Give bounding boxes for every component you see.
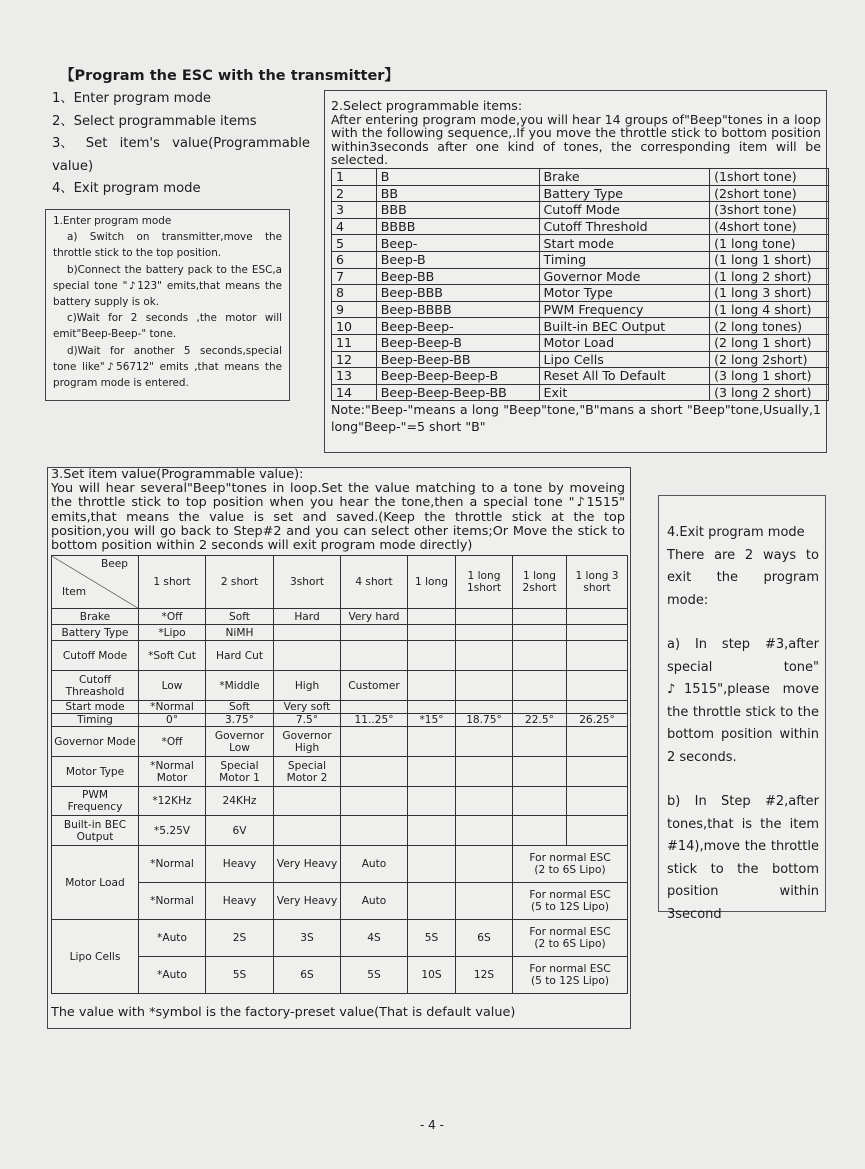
value-cell: 18.75°: [456, 714, 513, 727]
beep-sequence-table: [331, 168, 829, 401]
value-cell: 6V: [206, 816, 274, 846]
beep-pattern-cell: Beep-BBB: [376, 285, 539, 302]
value-cell: [408, 787, 456, 816]
value-cell: [567, 701, 628, 714]
value-cell: *Off: [139, 609, 206, 625]
beep-pattern-cell: Beep-Beep-: [376, 318, 539, 335]
default-value-footnote: The value with *symbol is the factory-preset value(That is default value): [51, 1005, 516, 1021]
value-cell: [408, 727, 456, 757]
exit-mode-box: [658, 495, 826, 922]
value-cell: [408, 641, 456, 671]
value-cell: [567, 609, 628, 625]
values-table-row: [52, 671, 628, 701]
item-name-cell: Battery Type: [539, 185, 710, 202]
beep-pattern-cell: BBBB: [376, 218, 539, 235]
value-cell: Soft: [206, 609, 274, 625]
set-value-intro: You will hear several"Beep"tones in loop.Set the value matching to a tone by moveing the throttle stick to top position when you hear the tone,then a special tone "♪1515" emits,that means the value is set and saved.(Keep the throttle stick at the top position,you will go back to Step#2 and you can select other items;Or Move the stick to bottom position within 2 seconds will exit program mode directly): [51, 481, 625, 554]
value-cell: Governor High: [274, 727, 341, 757]
esc-note-cell: For normal ESC (2 to 6S Lipo): [513, 846, 628, 883]
beep-sequence-row: [332, 285, 829, 302]
values-table-row: [52, 701, 628, 714]
beep-pattern-cell: Beep-B: [376, 251, 539, 268]
value-cell: [456, 787, 513, 816]
value-cell: 4S: [341, 920, 408, 957]
step-item: 4、Exit program mode: [52, 181, 201, 196]
value-cell: *Off: [139, 727, 206, 757]
item-name-cell: PWM Frequency: [539, 301, 710, 318]
value-cell: [513, 625, 567, 641]
exit-mode-intro: There are 2 ways to exit the program mode:: [667, 547, 819, 608]
values-table-row: [52, 641, 628, 671]
value-cell: Governor Low: [206, 727, 274, 757]
value-cell: *Auto: [139, 957, 206, 994]
value-cell: High: [274, 671, 341, 701]
seq-number-cell: 3: [332, 202, 377, 219]
beep-sequence-row: [332, 251, 829, 268]
enter-mode-step-b: b)Connect the battery pack to the ESC,a special tone "♪123" emits,that means the battery supply is ok.: [53, 263, 282, 309]
enter-mode-step-d: d)Wait for another 5 seconds,special tone like"♪56712" emits ,that means the program mode is entered.: [53, 344, 282, 390]
beep-pattern-cell: Beep-Beep-B: [376, 334, 539, 351]
values-table-row: [52, 727, 628, 757]
select-items-intro: After entering program mode,you will hear 14 groups of"Beep"tones in a loop with the following sequence,.If you move the throttle stick to bottom position within3seconds after one kind of tones, the corresponding item will be selected.: [331, 111, 821, 168]
item-name-cell: Cutoff Threshold: [539, 218, 710, 235]
value-cell: Auto: [341, 883, 408, 920]
value-cell: 3.75°: [206, 714, 274, 727]
value-cell: 6S: [274, 957, 341, 994]
value-cell: 22.5°: [513, 714, 567, 727]
seq-number-cell: 4: [332, 218, 377, 235]
tone-description-cell: (2 long tones): [710, 318, 829, 335]
beep-pattern-cell: BB: [376, 185, 539, 202]
item-name-cell: Governor Mode: [52, 727, 139, 757]
value-cell: [408, 701, 456, 714]
enter-mode-box: [45, 209, 290, 401]
value-cell: [456, 625, 513, 641]
item-name-cell: Battery Type: [52, 625, 139, 641]
beep-pattern-cell: Beep-Beep-Beep-B: [376, 368, 539, 385]
value-cell: Heavy: [206, 883, 274, 920]
value-cell: [456, 609, 513, 625]
column-header: 1 long: [408, 556, 456, 609]
beep-pattern-cell: Beep-Beep-BB: [376, 351, 539, 368]
value-cell: [341, 625, 408, 641]
value-cell: 5S: [206, 957, 274, 994]
step-item: 3、 Set item's value(Programmable: [52, 136, 310, 151]
beep-sequence-row: [332, 384, 829, 401]
value-cell: Hard Cut: [206, 641, 274, 671]
value-cell: [341, 727, 408, 757]
value-cell: [274, 816, 341, 846]
value-cell: 24KHz: [206, 787, 274, 816]
select-items-heading: 2.Select programmable items:: [331, 98, 523, 113]
values-table-row: [52, 609, 628, 625]
value-cell: *12KHz: [139, 787, 206, 816]
value-cell: *Normal: [139, 701, 206, 714]
value-cell: 5S: [341, 957, 408, 994]
item-name-cell: Motor Load: [52, 846, 139, 920]
values-table-row: [52, 787, 628, 816]
beep-sequence-row: [332, 235, 829, 252]
step-item: 2、Select programmable items: [52, 113, 257, 129]
select-items-box: [324, 90, 827, 453]
value-cell: [567, 757, 628, 787]
exit-mode-option-b: b) In Step #2,after tones,that is the item #14),move the throttle stick to the bottom position within 3second: [667, 794, 819, 922]
item-name-cell: Brake: [52, 609, 139, 625]
item-name-cell: Timing: [52, 714, 139, 727]
item-name-cell: Reset All To Default: [539, 368, 710, 385]
values-table: [51, 555, 628, 994]
column-header: 4 short: [341, 556, 408, 609]
value-cell: [456, 846, 513, 883]
esc-note-cell: For normal ESC (5 to 12S Lipo): [513, 957, 628, 994]
value-cell: 10S: [408, 957, 456, 994]
beep-note: Note:"Beep-"means a long "Beep"tone,"B"mans a short "Beep"tone,Usually,1 long"Beep-"=5 short "B": [331, 402, 821, 434]
enter-mode-step-c: c)Wait for 2 seconds ,the motor will emit"Beep-Beep-" tone.: [53, 312, 282, 341]
value-cell: 7.5°: [274, 714, 341, 727]
column-header: 2 short: [206, 556, 274, 609]
exit-mode-spacer: [667, 769, 819, 791]
value-cell: [408, 757, 456, 787]
item-name-cell: Lipo Cells: [539, 351, 710, 368]
seq-number-cell: 1: [332, 168, 377, 185]
value-cell: [456, 816, 513, 846]
values-table-row: [52, 816, 628, 846]
value-cell: [513, 671, 567, 701]
value-cell: [341, 757, 408, 787]
value-cell: Very Heavy: [274, 883, 341, 920]
seq-number-cell: 5: [332, 235, 377, 252]
exit-mode-spacer: [667, 612, 819, 634]
beep-pattern-cell: Beep-: [376, 235, 539, 252]
item-name-cell: Built-in BEC Output: [52, 816, 139, 846]
value-cell: Hard: [274, 609, 341, 625]
item-name-cell: Start mode: [539, 235, 710, 252]
item-name-cell: Brake: [539, 168, 710, 185]
beep-sequence-row: [332, 268, 829, 285]
value-cell: [408, 816, 456, 846]
exit-mode-option-a: a) In step #3,after special tone" ♪1515",please move the throttle stick to the bottom position within 2 seconds.: [667, 637, 819, 765]
beep-sequence-row: [332, 318, 829, 335]
seq-number-cell: 9: [332, 301, 377, 318]
tone-description-cell: (4short tone): [710, 218, 829, 235]
value-cell: Soft: [206, 701, 274, 714]
value-cell: [274, 787, 341, 816]
tone-description-cell: (1 long tone): [710, 235, 829, 252]
value-cell: [567, 671, 628, 701]
value-cell: [456, 641, 513, 671]
value-cell: 6S: [456, 920, 513, 957]
value-cell: *Normal: [139, 883, 206, 920]
item-name-cell: Timing: [539, 251, 710, 268]
value-cell: *15°: [408, 714, 456, 727]
value-cell: Customer: [341, 671, 408, 701]
tone-description-cell: (2 long 2short): [710, 351, 829, 368]
beep-sequence-row: [332, 202, 829, 219]
value-cell: [456, 701, 513, 714]
value-cell: [408, 846, 456, 883]
value-cell: [567, 787, 628, 816]
beep-sequence-row: [332, 168, 829, 185]
set-value-heading: 3.Set item value(Programmable value):: [51, 467, 304, 482]
item-name-cell: Lipo Cells: [52, 920, 139, 994]
value-cell: [408, 883, 456, 920]
value-cell: Heavy: [206, 846, 274, 883]
value-cell: [513, 609, 567, 625]
value-cell: NiMH: [206, 625, 274, 641]
seq-number-cell: 14: [332, 384, 377, 401]
value-cell: [274, 641, 341, 671]
corner-header-item: Item: [62, 586, 87, 599]
value-cell: [456, 727, 513, 757]
tone-description-cell: (2 long 1 short): [710, 334, 829, 351]
tone-description-cell: (3 long 1 short): [710, 368, 829, 385]
value-cell: 0°: [139, 714, 206, 727]
beep-sequence-row: [332, 218, 829, 235]
tone-description-cell: (1 long 2 short): [710, 268, 829, 285]
item-name-cell: Governor Mode: [539, 268, 710, 285]
item-name-cell: Cutoff Threashold: [52, 671, 139, 701]
value-cell: Very hard: [341, 609, 408, 625]
item-name-cell: Exit: [539, 384, 710, 401]
value-cell: [456, 883, 513, 920]
item-name-cell: Motor Type: [539, 285, 710, 302]
value-cell: 2S: [206, 920, 274, 957]
beep-sequence-row: [332, 334, 829, 351]
value-cell: [513, 701, 567, 714]
beep-pattern-cell: B: [376, 168, 539, 185]
value-cell: [513, 816, 567, 846]
value-cell: *Normal: [139, 846, 206, 883]
seq-number-cell: 7: [332, 268, 377, 285]
value-cell: Very soft: [274, 701, 341, 714]
item-name-cell: PWM Frequency: [52, 787, 139, 816]
seq-number-cell: 10: [332, 318, 377, 335]
tone-description-cell: (1 long 1 short): [710, 251, 829, 268]
corner-header-beep: Beep: [100, 558, 128, 571]
column-header: 3short: [274, 556, 341, 609]
value-cell: [408, 609, 456, 625]
value-cell: 12S: [456, 957, 513, 994]
column-header: 1 long 3 short: [567, 556, 628, 609]
values-table-row: [52, 957, 628, 994]
values-table-row: [52, 883, 628, 920]
value-cell: [341, 787, 408, 816]
value-cell: Low: [139, 671, 206, 701]
seq-number-cell: 11: [332, 334, 377, 351]
beep-pattern-cell: Beep-Beep-Beep-BB: [376, 384, 539, 401]
page-title: 【Program the ESC with the transmitter】: [60, 68, 399, 84]
beep-sequence-row: [332, 351, 829, 368]
seq-number-cell: 2: [332, 185, 377, 202]
item-name-cell: Built-in BEC Output: [539, 318, 710, 335]
tone-description-cell: (1 long 4 short): [710, 301, 829, 318]
column-header: 1 long 1short: [456, 556, 513, 609]
value-cell: [341, 641, 408, 671]
column-header: 1 short: [139, 556, 206, 609]
item-name-cell: Motor Load: [539, 334, 710, 351]
tone-description-cell: (1short tone): [710, 168, 829, 185]
values-table-row: [52, 714, 628, 727]
item-name-cell: Motor Type: [52, 757, 139, 787]
step-item: value): [52, 158, 94, 174]
value-cell: [341, 701, 408, 714]
seq-number-cell: 13: [332, 368, 377, 385]
values-table-row: [52, 625, 628, 641]
values-table-row: [52, 757, 628, 787]
beep-pattern-cell: Beep-BBBB: [376, 301, 539, 318]
value-cell: [408, 625, 456, 641]
value-cell: [513, 757, 567, 787]
seq-number-cell: 12: [332, 351, 377, 368]
seq-number-cell: 8: [332, 285, 377, 302]
value-cell: *Middle: [206, 671, 274, 701]
step-item: 1、Enter program mode: [52, 91, 212, 106]
esc-note-cell: For normal ESC (2 to 6S Lipo): [513, 920, 628, 957]
value-cell: [513, 641, 567, 671]
value-cell: [274, 625, 341, 641]
value-cell: 5S: [408, 920, 456, 957]
value-cell: [513, 727, 567, 757]
value-cell: [567, 625, 628, 641]
value-cell: *Auto: [139, 920, 206, 957]
value-cell: *Lipo: [139, 625, 206, 641]
values-table-row: [52, 920, 628, 957]
value-cell: [456, 671, 513, 701]
tone-description-cell: (1 long 3 short): [710, 285, 829, 302]
value-cell: Very Heavy: [274, 846, 341, 883]
page-number: - 4 -: [420, 1118, 444, 1132]
value-cell: 26.25°: [567, 714, 628, 727]
value-cell: [513, 787, 567, 816]
enter-mode-step-a: a) Switch on transmitter,move the throttle stick to the top position.: [53, 231, 282, 260]
beep-pattern-cell: BBB: [376, 202, 539, 219]
item-name-cell: Cutoff Mode: [539, 202, 710, 219]
value-cell: *Soft Cut: [139, 641, 206, 671]
beep-pattern-cell: Beep-BB: [376, 268, 539, 285]
value-cell: 3S: [274, 920, 341, 957]
value-cell: Special Motor 1: [206, 757, 274, 787]
set-value-box: [47, 467, 631, 1029]
exit-mode-heading: 4.Exit program mode: [667, 525, 805, 540]
value-cell: Special Motor 2: [274, 757, 341, 787]
value-cell: *5.25V: [139, 816, 206, 846]
value-cell: [567, 816, 628, 846]
steps-list: [52, 88, 314, 201]
enter-mode-heading: 1.Enter program mode: [53, 215, 172, 227]
corner-header-cell: [52, 556, 139, 609]
value-cell: Auto: [341, 846, 408, 883]
values-table-row: [52, 846, 628, 883]
beep-sequence-row: [332, 301, 829, 318]
value-cell: [456, 757, 513, 787]
value-cell: 11..25°: [341, 714, 408, 727]
esc-note-cell: For normal ESC (5 to 12S Lipo): [513, 883, 628, 920]
value-cell: [341, 816, 408, 846]
item-name-cell: Start mode: [52, 701, 139, 714]
column-header: 1 long 2short: [513, 556, 567, 609]
seq-number-cell: 6: [332, 251, 377, 268]
tone-description-cell: (3 long 2 short): [710, 384, 829, 401]
tone-description-cell: (3short tone): [710, 202, 829, 219]
beep-sequence-row: [332, 185, 829, 202]
item-name-cell: Cutoff Mode: [52, 641, 139, 671]
tone-description-cell: (2short tone): [710, 185, 829, 202]
value-cell: [567, 727, 628, 757]
value-cell: *Normal Motor: [139, 757, 206, 787]
beep-sequence-row: [332, 368, 829, 385]
value-cell: [408, 671, 456, 701]
value-cell: [567, 641, 628, 671]
